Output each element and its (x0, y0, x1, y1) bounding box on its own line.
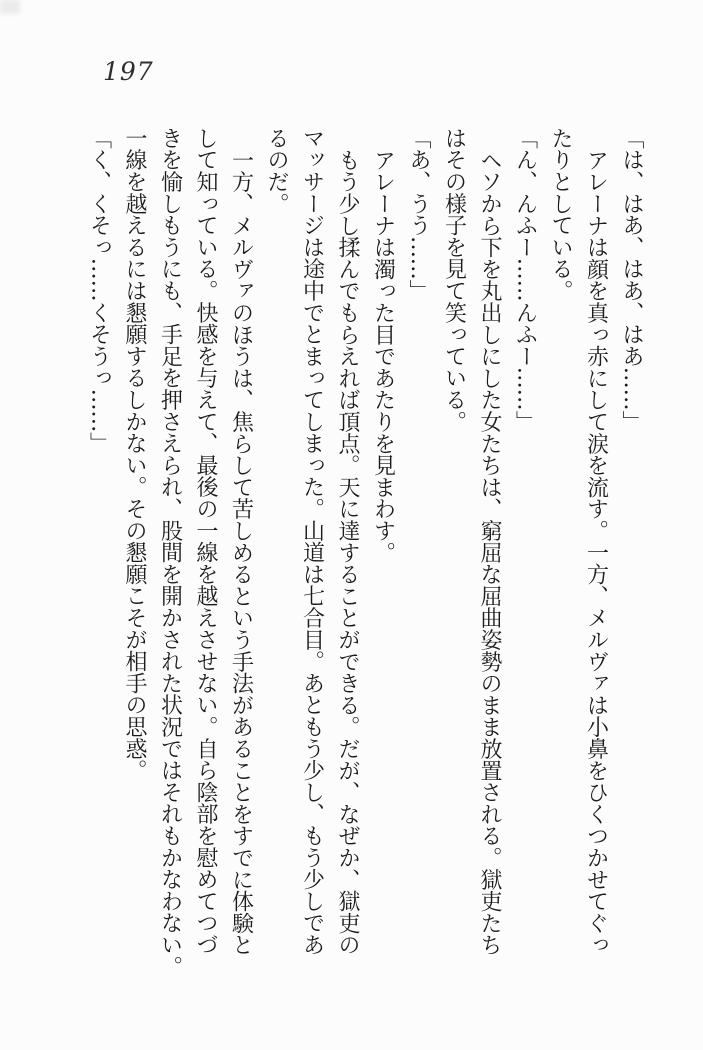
text-line: して知っている。快感を与えて、最後の一線を越えさせない。自ら陰部を慰めてつづ (193, 127, 218, 956)
scan-artifact (0, 0, 20, 14)
text-line: 一線を越えるには懇願するしかない。その懇願こそが相手の思惑。 (122, 127, 147, 782)
text-line: 「ん、んふー……んふー……」 (512, 127, 538, 433)
text-block (81, 127, 649, 997)
text-line: 「あ、うう……」 (406, 127, 431, 302)
text-line: 「く、くそっ……くそうっ……」 (86, 127, 112, 455)
text-line: はその様子を見て笑っている。 (441, 127, 467, 433)
text-line: たりとしている。 (548, 127, 573, 302)
text-line: ヘソから下を丸出しにした女たちは、窮屈な屈曲姿勢のまま放置される。獄吏たち (477, 149, 502, 956)
text-line: アレーナは濁った目であたりを見まわす。 (370, 149, 396, 564)
page-number: 197 (103, 57, 154, 86)
text-line: マッサージは途中でとまってしまった。山道は七合目。あともう少し、もう少しであ (299, 127, 325, 956)
text-line: 一方、メルヴァのほうは、焦らして苦しめるという手法があることをすでに体験と (228, 149, 254, 956)
text-line: もう少し揉んでもらえれば頂点。天に達することができる。だが、なぜか、獄吏の (335, 149, 360, 956)
text-line: アレーナは顔を真っ赤にして涙を流す。一方、メルヴァは小鼻をひくつかせてぐっ (583, 149, 609, 956)
text-line: るのだ。 (264, 127, 289, 215)
text-line: きを愉しもうにも、手足を押さえられ、股間を開かされた状況ではそれもかなわない。 (157, 127, 183, 978)
text-line: 「は、はあ、はあ、はあ……」 (619, 127, 644, 433)
